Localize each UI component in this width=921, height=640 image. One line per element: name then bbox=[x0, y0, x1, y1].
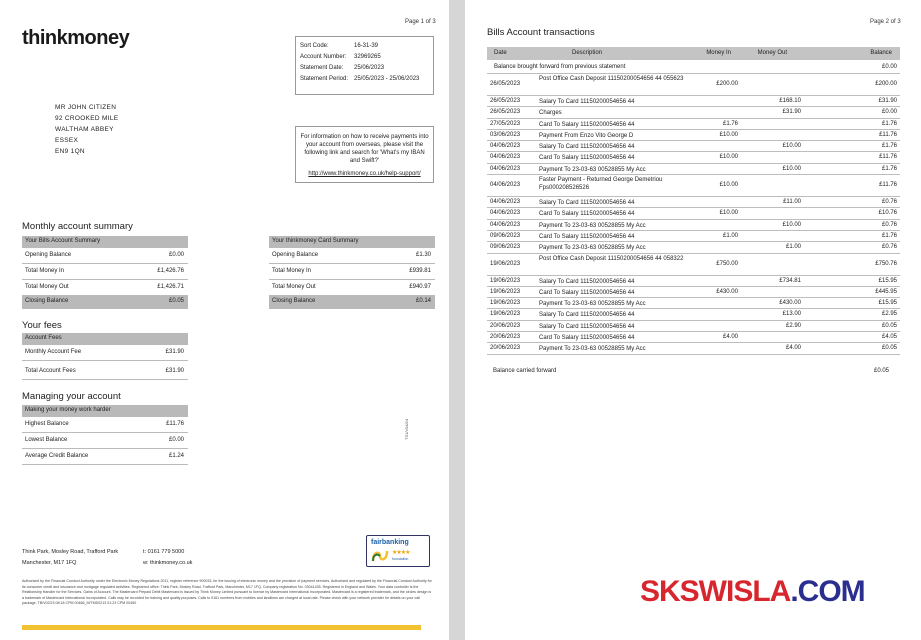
row-money-in: £10.00 bbox=[719, 210, 738, 217]
row-description: Payment To 23-03-63 00528855 My Acc bbox=[539, 301, 646, 308]
statement-date-value: 25/06/2023 bbox=[354, 65, 385, 71]
row-description: Salary To Card 11150200054656 44 bbox=[539, 99, 635, 105]
col-balance: Balance bbox=[870, 50, 892, 56]
row-description: Payment To 23-03-63 00528855 My Acc bbox=[539, 166, 646, 173]
row-date: 19/06/2023 bbox=[490, 311, 521, 318]
table-row bbox=[487, 208, 900, 219]
table-row: Lowest Balance £0.00 bbox=[22, 433, 188, 449]
row-date: 26/05/2023 bbox=[490, 109, 521, 116]
row-date: 04/06/2023 bbox=[490, 221, 521, 228]
row-money-out: £10.00 bbox=[782, 143, 801, 150]
row-description: Payment To 23-03-63 00528855 My Acc bbox=[539, 222, 646, 229]
managing-table bbox=[22, 405, 188, 465]
row-date: 20/06/2023 bbox=[490, 345, 521, 352]
table-row: Closing Balance £0.05 bbox=[22, 296, 188, 309]
col-description: Description bbox=[572, 50, 603, 56]
row-balance: £2.95 bbox=[881, 311, 897, 318]
row-date: 09/06/2023 bbox=[490, 244, 521, 251]
table-row: Total Money In £939.81 bbox=[269, 264, 435, 280]
card-summary-header: Your thinkmoney Card Summary bbox=[269, 236, 435, 248]
footer-address-1: Think Park, Mosley Road, Trafford Park bbox=[22, 549, 119, 555]
sort-code-label: Sort Code: bbox=[300, 43, 329, 49]
table-row bbox=[487, 343, 900, 354]
side-code: TS1/V04/24 bbox=[404, 418, 409, 440]
carried-forward-balance: £0.05 bbox=[874, 368, 890, 374]
table-row bbox=[487, 220, 900, 231]
row-balance: £200.00 bbox=[875, 81, 897, 87]
footer-bar bbox=[22, 625, 421, 630]
col-money-in: Money In bbox=[706, 50, 731, 56]
row-money-in: £10.00 bbox=[719, 154, 738, 161]
table-row: Average Credit Balance £1.24 bbox=[22, 449, 188, 465]
col-date: Date bbox=[494, 50, 507, 56]
row-money-in: £1.76 bbox=[722, 120, 738, 127]
row-date: 04/06/2023 bbox=[490, 165, 521, 172]
table-row bbox=[487, 96, 900, 107]
row-money-out: £10.00 bbox=[782, 165, 801, 172]
fairbanking-title: fairbanking bbox=[371, 539, 409, 546]
table-row bbox=[487, 141, 900, 152]
row-date: 09/06/2023 bbox=[490, 232, 521, 239]
row-date: 19/06/2023 bbox=[490, 288, 521, 295]
address-line: MR JOHN CITIZEN bbox=[55, 104, 117, 111]
row-description: Faster Payment - Returned George Demetriou Fps000208526526 bbox=[539, 177, 663, 192]
address-line: EN9 1QN bbox=[55, 148, 85, 155]
brought-forward-label: Balance brought forward from previous statement bbox=[494, 64, 626, 70]
row-date: 26/05/2023 bbox=[490, 81, 521, 87]
table-row: Highest Balance £11.76 bbox=[22, 417, 188, 433]
row-money-in: £10.00 bbox=[719, 182, 738, 189]
row-balance: £0.05 bbox=[881, 322, 897, 329]
footer-phone: t: 0161 779 5000 bbox=[143, 549, 185, 555]
row-date: 19/06/2023 bbox=[490, 300, 521, 307]
thinkmoney-logo: thinkmoney bbox=[22, 27, 130, 49]
page-number: Page 1 of 3 bbox=[405, 19, 436, 25]
row-balance: £11.76 bbox=[879, 131, 897, 138]
table-row bbox=[487, 242, 900, 253]
table-row bbox=[487, 254, 900, 276]
managing-header: Making your money work harder bbox=[22, 405, 188, 417]
row-balance: £11.76 bbox=[879, 182, 897, 189]
statement-page-2 bbox=[465, 0, 921, 640]
fairbanking-logo-icon bbox=[371, 549, 389, 563]
row-description: Charges bbox=[539, 110, 562, 117]
table-row bbox=[487, 332, 900, 343]
row-money-out: £2.90 bbox=[785, 322, 801, 329]
row-description: Salary To Card 11150200054656 44 bbox=[539, 144, 635, 151]
table-row bbox=[487, 130, 900, 141]
fees-table bbox=[22, 333, 188, 380]
row-money-out: £734.81 bbox=[779, 277, 801, 284]
watermark-text: SKSWISLA bbox=[640, 575, 791, 608]
row-balance: £15.95 bbox=[878, 277, 897, 284]
row-money-out: £11.00 bbox=[783, 199, 801, 206]
row-date: 04/06/2023 bbox=[490, 199, 521, 206]
row-description: Card To Salary 11150200054656 44 bbox=[539, 289, 635, 296]
row-money-out: £31.90 bbox=[782, 109, 801, 116]
row-balance: £4.05 bbox=[881, 334, 897, 341]
row-money-in: £1.00 bbox=[722, 232, 738, 239]
row-date: 03/06/2023 bbox=[490, 131, 521, 138]
table-row bbox=[487, 276, 900, 287]
watermark-domain: .COM bbox=[790, 575, 865, 608]
row-balance: £1.76 bbox=[881, 120, 897, 127]
row-description: Salary To Card 11150200054656 44 bbox=[539, 323, 635, 330]
row-date: 27/05/2023 bbox=[490, 120, 521, 127]
col-money-out: Money Out bbox=[757, 50, 787, 56]
row-description: Card To Salary 11150200054656 44 bbox=[539, 121, 635, 128]
row-balance: £31.90 bbox=[878, 98, 897, 104]
row-money-out: £4.00 bbox=[785, 345, 801, 352]
row-balance: £10.76 bbox=[878, 210, 897, 217]
bills-summary-table bbox=[22, 236, 188, 309]
table-row bbox=[487, 298, 900, 309]
row-date: 04/06/2023 bbox=[490, 182, 521, 189]
sort-code-value: 16-31-39 bbox=[354, 43, 379, 49]
address-line: WALTHAM ABBEY bbox=[55, 126, 114, 133]
table-row: Closing Balance £0.14 bbox=[269, 296, 435, 309]
row-money-out: £1.00 bbox=[785, 244, 801, 251]
row-date: 26/05/2023 bbox=[490, 98, 521, 104]
row-description: Salary To Card 11150200054656 44 bbox=[539, 200, 635, 207]
account-number-value: 32969265 bbox=[354, 54, 381, 60]
row-money-in: £200.00 bbox=[716, 81, 738, 87]
table-row bbox=[487, 164, 900, 175]
brought-forward-row bbox=[487, 60, 900, 74]
row-description: Card To Salary 11150200054656 44 bbox=[539, 233, 635, 240]
help-support-link[interactable]: http://www.thinkmoney.co.uk/help-support/ bbox=[308, 171, 421, 177]
row-money-out: £430.00 bbox=[779, 300, 801, 307]
table-row bbox=[487, 107, 900, 118]
footer-address-2: Manchester, M17 1FQ bbox=[22, 560, 77, 566]
fairbanking-sub: foundation bbox=[392, 557, 409, 561]
star-rating-icon: ★★★★ bbox=[392, 550, 410, 556]
table-row bbox=[487, 152, 900, 163]
row-balance: £0.00 bbox=[881, 109, 897, 116]
statement-page-1 bbox=[0, 0, 449, 640]
row-description: Card To Salary 11150200054656 44 bbox=[539, 155, 635, 162]
carried-forward-label: Balance carried forward bbox=[493, 368, 557, 374]
table-row bbox=[487, 119, 900, 130]
row-description: Payment To 23-03-63 00528855 My Acc bbox=[539, 346, 646, 353]
row-balance: £445.95 bbox=[875, 288, 897, 295]
row-balance: £1.76 bbox=[881, 232, 897, 239]
transactions-body bbox=[487, 74, 900, 355]
transactions-table bbox=[487, 47, 900, 355]
table-row bbox=[487, 175, 900, 197]
row-description: Salary To Card 11150200054656 44 bbox=[539, 312, 635, 319]
row-balance: £0.05 bbox=[881, 345, 897, 352]
row-money-in: £430.00 bbox=[716, 288, 738, 295]
row-date: 04/06/2023 bbox=[490, 143, 521, 150]
statement-date-label: Statement Date: bbox=[300, 65, 344, 71]
row-balance: £0.76 bbox=[881, 221, 897, 228]
row-money-in: £4.00 bbox=[722, 334, 738, 341]
transactions-title: Bills Account transactions bbox=[487, 27, 595, 38]
table-row: Total Money In £1,426.76 bbox=[22, 264, 188, 280]
row-description: Post Office Cash Deposit 11150200054656 44 055623 bbox=[539, 76, 684, 82]
statement-period-label: Statement Period: bbox=[300, 76, 349, 82]
table-row bbox=[487, 287, 900, 298]
row-description: Card To Salary 11150200054656 44 bbox=[539, 335, 635, 342]
fees-header: Account Fees bbox=[22, 333, 188, 345]
row-date: 20/06/2023 bbox=[490, 334, 521, 341]
table-row: Total Money Out £940.97 bbox=[269, 280, 435, 296]
fees-heading: Your fees bbox=[22, 320, 62, 331]
table-row: Total Money Out £1,426.71 bbox=[22, 280, 188, 296]
table-row bbox=[487, 197, 900, 208]
address-line: 92 CROOKED MILE bbox=[55, 115, 119, 122]
table-row: Monthly Account Fee £31.90 bbox=[22, 345, 188, 361]
row-description: Salary To Card 11150200054656 44 bbox=[539, 278, 635, 285]
row-money-out: £10.00 bbox=[782, 221, 801, 228]
row-date: 20/06/2023 bbox=[490, 322, 521, 329]
row-money-out: £13.00 bbox=[782, 311, 801, 318]
row-date: 19/06/2023 bbox=[490, 260, 521, 267]
table-row bbox=[487, 74, 900, 96]
iban-info-text: For information on how to receive payments into your account from overseas, please visit the following link and search for 'What's my IBAN and Swift?' bbox=[300, 134, 429, 164]
table-row bbox=[487, 231, 900, 242]
site-watermark bbox=[640, 575, 865, 609]
table-row: Opening Balance £0.00 bbox=[22, 248, 188, 264]
row-balance: £11.76 bbox=[879, 154, 897, 161]
statement-period-value: 25/05/2023 - 25/06/2023 bbox=[354, 76, 420, 82]
legal-text: Authorised by the Financial Conduct Authority under the Electronic Money Regulations 2011, register reference 900033, for the issuing of electronic money and the provision of payment services. Authorised and regulated by the Financial Conduct Authority for its consumer credit and insurance and mortgage regulated activities. Registered office: Think Park, Mosley Road, Trafford Park, Manchester, M17 1FQ. Company registration No. 03041435. Registered in England and Wales. Your data controller is the Relationship Handler for the Services. Gains of Account. The Mastercard Prepaid Debit Mastercard is issued by Think Money Limited pursuant to licence by Mastercard International Incorporated. Mastercard is a registered trademark, and the circles design is a trademark of Mastercard International Incorporated. Calls may be recorded for training and quality purposes. Calls to 0161 numbers from mobiles and landlines are charged at local rate. Please check with your network provider for details on your call package. TB/V02/23 08:18 CPM 00466_M/TMD0213 01:23 CPM 00450 bbox=[22, 579, 432, 605]
row-description: Payment From Enzo Vito George D bbox=[539, 132, 634, 139]
row-balance: £750.76 bbox=[875, 260, 897, 267]
fairbanking-badge bbox=[366, 535, 430, 567]
iban-info-box bbox=[295, 126, 434, 183]
table-row bbox=[487, 309, 900, 320]
row-balance: £15.95 bbox=[878, 300, 897, 307]
row-date: 19/06/2023 bbox=[490, 277, 521, 284]
row-balance: £1.76 bbox=[881, 143, 897, 150]
row-money-in: £10.00 bbox=[719, 131, 738, 138]
managing-heading: Managing your account bbox=[22, 391, 121, 402]
row-description: Payment To 23-03-63 00528855 My Acc bbox=[539, 245, 646, 252]
footer-web: w: thinkmoney.co.uk bbox=[143, 560, 193, 566]
row-date: 04/06/2023 bbox=[490, 154, 521, 161]
statement-details-box bbox=[295, 36, 434, 95]
address-line: ESSEX bbox=[55, 137, 79, 144]
monthly-summary-heading: Monthly account summary bbox=[22, 221, 133, 232]
row-description: Post Office Cash Deposit 11150200054656 44 058322 bbox=[539, 255, 684, 262]
transactions-header bbox=[487, 47, 900, 60]
page-number: Page 2 of 3 bbox=[870, 19, 901, 25]
row-description: Card To Salary 11150200054656 44 bbox=[539, 211, 635, 218]
row-money-in: £750.00 bbox=[716, 260, 738, 267]
table-row: Opening Balance £1.30 bbox=[269, 248, 435, 264]
row-balance: £0.76 bbox=[881, 199, 897, 206]
bills-summary-header: Your Bills Account Summary bbox=[22, 236, 188, 248]
row-balance: £0.76 bbox=[881, 244, 897, 251]
card-summary-table bbox=[269, 236, 435, 309]
row-date: 04/06/2023 bbox=[490, 210, 521, 217]
account-number-label: Account Number: bbox=[300, 54, 347, 60]
table-row bbox=[487, 321, 900, 332]
brought-forward-balance: £0.00 bbox=[881, 64, 897, 70]
row-money-out: £168.10 bbox=[779, 98, 801, 104]
table-row: Total Account Fees £31.90 bbox=[22, 364, 188, 380]
row-balance: £1.76 bbox=[881, 165, 897, 172]
